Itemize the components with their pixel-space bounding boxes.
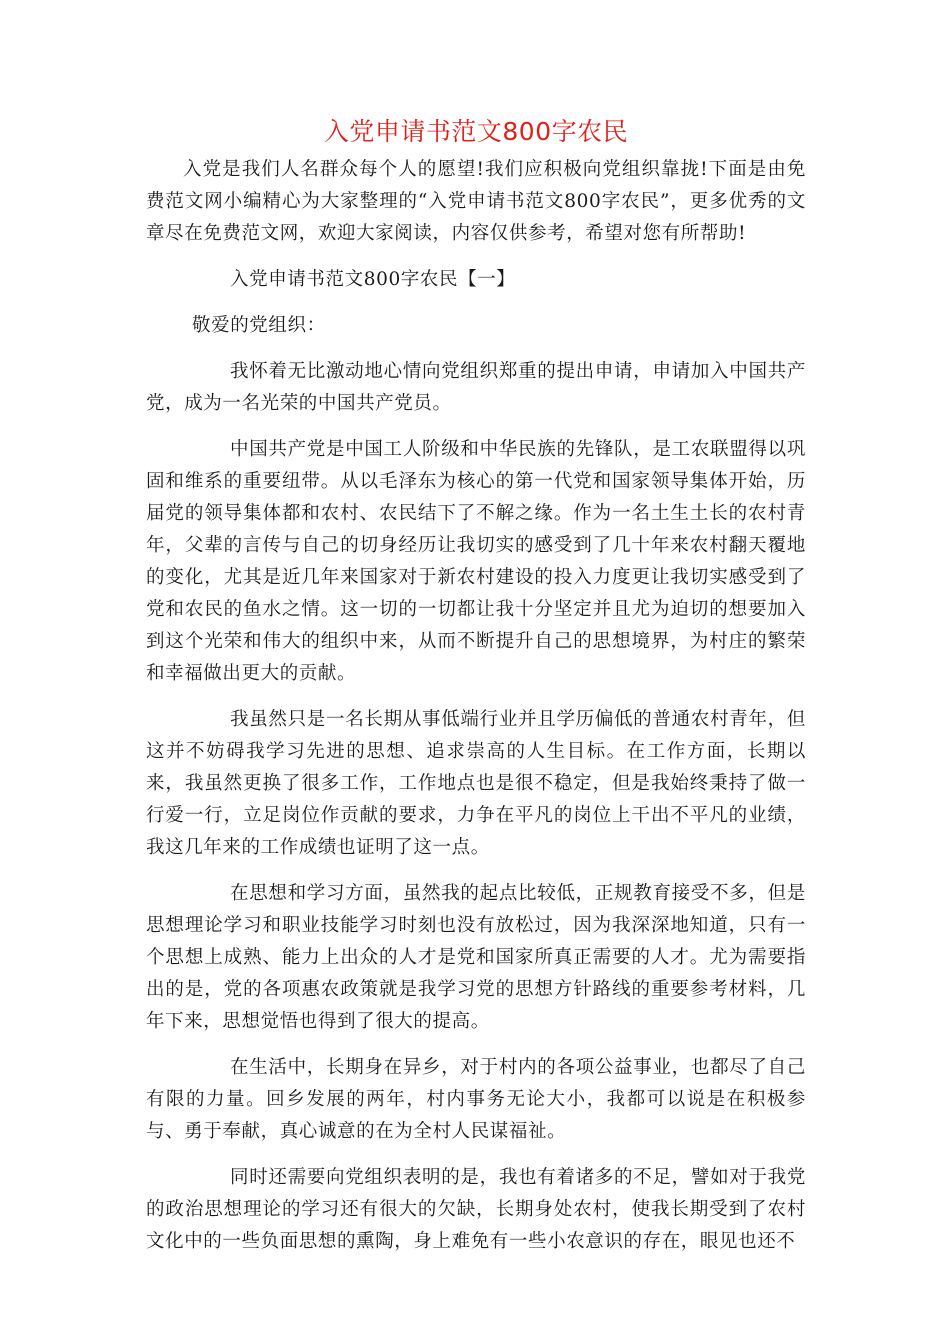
body-paragraph-3: 我虽然只是一名长期从事低端行业并且学历偏低的普通农村青年，但这并不妨碍我学习先进的思想、追求崇高的人生目标。在工作方面，长期以来，我虽然更换了很多工作，工作地点也是很不稳定，但是我始终秉持了做一行爱一行，立足岗位作贡献的要求，力争在平凡的岗位上干出不平凡的业绩，我这几年来的工作成绩也证明了这一点。 xyxy=(146,709,806,858)
document-page xyxy=(146,112,806,1258)
body-paragraph-1: 我怀着无比激动地心情向党组织郑重的提出申请，申请加入中国共产党，成为一名光荣的中国共产党员。 xyxy=(146,361,806,414)
salutation: 敬爱的党组织： xyxy=(192,315,326,336)
body-paragraph-5: 在生活中，长期身在异乡，对于村内的各项公益事业，也都尽了自己有限的力量。回乡发展的两年，村内事务无论大小，我都可以说是在积极参与、勇于奉献，真心诚意的在为全村人民谋福祉。 xyxy=(146,1057,806,1142)
intro-paragraph: 入党是我们人名群众每个人的愿望!我们应积极向党组织靠拢!下面是由免费范文网小编精心为大家整理的“入党申请书范文800字农民”，更多优秀的文章尽在免费范文网，欢迎大家阅读，内容仅供参考，希望对您有所帮助! xyxy=(146,159,806,244)
section-heading: 入党申请书范文800字农民【一】 xyxy=(230,269,516,290)
body-paragraph-6: 同时还需要向党组织表明的是，我也有着诸多的不足，譬如对于我党的政治思想理论的学习还有很大的欠缺，长期身处农村，使我长期受到了农村文化中的一些负面思想的熏陶，身上难免有一些小农意识的存在，眼见也还不 xyxy=(146,1167,806,1252)
body-paragraph-2: 中国共产党是中国工人阶级和中华民族的先锋队，是工农联盟得以巩固和维系的重要纽带。从以毛泽东为核心的第一代党和国家领导集体开始，历届党的领导集体都和农村、农民结下了不解之缘。作为一名土生土长的农村青年，父辈的言传与自己的切身经历让我切实的感受到了几十年来农村翻天覆地的变化，尤其是近几年来国家对于新农村建设的投入力度更让我切实感受到了党和农民的鱼水之情。这一切的一切都让我十分坚定并且尤为迫切的想要加入到这个光荣和伟大的组织中来，从而不断提升自己的思想境界，为村庄的繁荣和幸福做出更大的贡献。 xyxy=(146,439,806,684)
document-title: 入党申请书范文800字农民 xyxy=(323,117,629,146)
body-paragraph-4: 在思想和学习方面，虽然我的起点比较低，正规教育接受不多，但是思想理论学习和职业技能学习时刻也没有放松过，因为我深深地知道，只有一个思想上成熟、能力上出众的人才是党和国家所真正需要的人才。尤为需要指出的是，党的各项惠农政策就是我学习党的思想方针路线的重要参考材料，几年下来，思想觉悟也得到了很大的提高。 xyxy=(146,883,806,1032)
